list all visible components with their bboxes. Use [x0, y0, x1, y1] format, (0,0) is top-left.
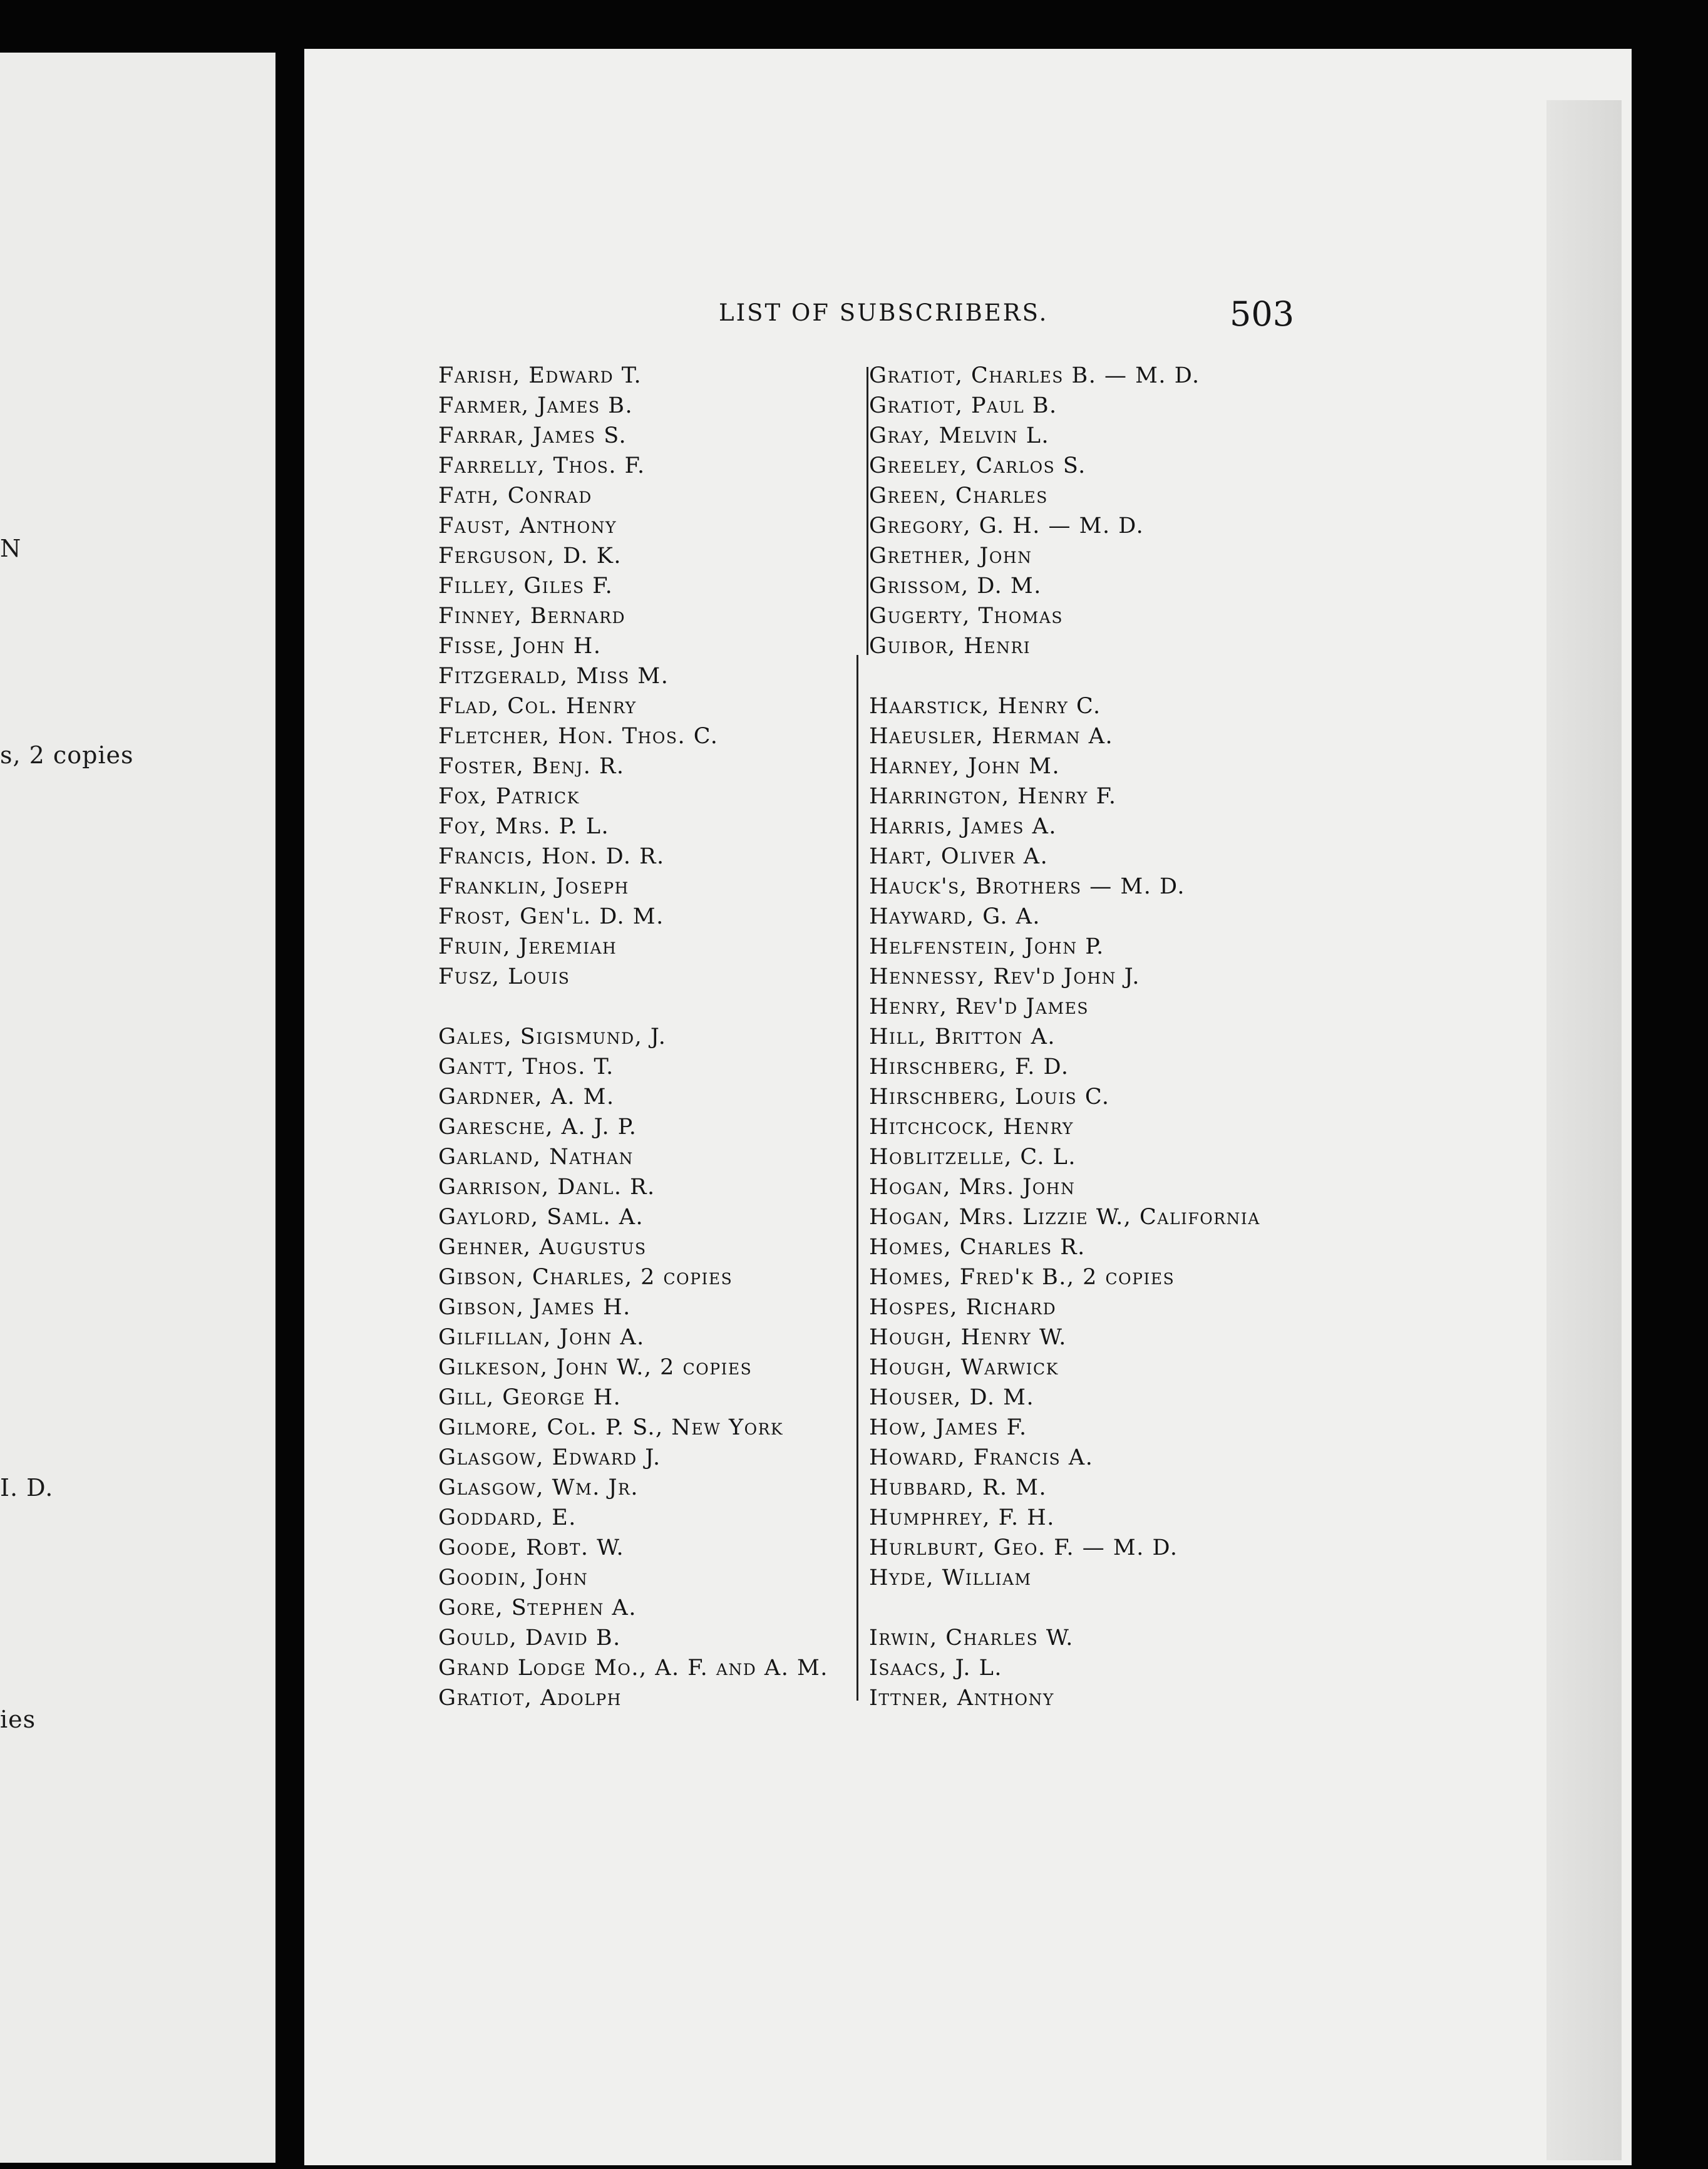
subscriber-entry: Gratiot, Charles B. — M. D. — [869, 363, 1200, 388]
subscriber-entry: Gibson, James H. — [438, 1295, 631, 1320]
subscriber-column-right — [869, 361, 1260, 1713]
subscriber-entry: Hirschberg, Louis C. — [869, 1084, 1110, 1110]
subscriber-entry: How, James F. — [869, 1415, 1027, 1440]
page-number: 503 — [1230, 294, 1295, 334]
subscriber-entry: Grissom, D. M. — [869, 574, 1042, 599]
left-page — [0, 53, 275, 2163]
subscriber-entry: Gilkeson, John W., 2 copies — [438, 1355, 753, 1380]
subscriber-entry: Goddard, E. — [438, 1505, 577, 1530]
column-rule — [857, 655, 858, 1701]
subscriber-entry: Finney, Bernard — [438, 604, 626, 629]
subscriber-entry: Haarstick, Henry C. — [869, 694, 1101, 719]
subscriber-entry: Gill, George H. — [438, 1385, 622, 1410]
subscriber-entry: Homes, Fred'k B., 2 copies — [869, 1265, 1175, 1290]
subscriber-entry: Hough, Henry W. — [869, 1325, 1067, 1350]
subscriber-entry: Hart, Oliver A. — [869, 844, 1049, 869]
subscriber-entry: Hogan, Mrs. John — [869, 1175, 1076, 1200]
subscriber-entry: Filley, Giles F. — [438, 574, 614, 599]
subscriber-entry: Hennessy, Rev'd John J. — [869, 964, 1141, 989]
subscriber-entry: Foy, Mrs. P. L. — [438, 814, 610, 839]
subscriber-entry: Hill, Britton A. — [869, 1024, 1056, 1049]
subscriber-entry: Foster, Benj. R. — [438, 754, 625, 779]
subscriber-entry: Gregory, G. H. — M. D. — [869, 513, 1145, 538]
subscriber-entry: Humphrey, F. H. — [869, 1505, 1055, 1530]
left-page-fragment: N — [0, 535, 22, 562]
subscriber-entry: Francis, Hon. D. R. — [438, 844, 665, 869]
subscriber-column-left — [438, 361, 828, 1713]
left-page-fragment: s, 2 copies — [0, 741, 134, 769]
subscriber-entry: Gratiot, Paul B. — [869, 393, 1057, 418]
subscriber-entry: Fruin, Jeremiah — [438, 934, 617, 959]
subscriber-entry: Fox, Patrick — [438, 784, 580, 809]
subscriber-entry: Ittner, Anthony — [869, 1686, 1054, 1711]
subscriber-entry: Gould, David B. — [438, 1625, 621, 1651]
subscriber-entry: Gehner, Augustus — [438, 1235, 647, 1260]
left-page-fragment: I. D. — [0, 1474, 54, 1502]
subscriber-entry: Gilmore, Col. P. S., New York — [438, 1415, 784, 1440]
subscriber-entry: Isaacs, J. L. — [869, 1656, 1002, 1681]
subscriber-entry: Goodin, John — [438, 1565, 589, 1590]
subscriber-entry: Farrar, James S. — [438, 423, 627, 448]
subscriber-entry: Gore, Stephen A. — [438, 1595, 637, 1620]
subscriber-entry: Hyde, William — [869, 1565, 1032, 1590]
column-rule — [867, 367, 868, 655]
subscriber-entry: Gilfillan, John A. — [438, 1325, 645, 1350]
subscriber-entry: Fletcher, Hon. Thos. C. — [438, 724, 719, 749]
subscriber-entry: Farish, Edward T. — [438, 363, 642, 388]
subscriber-entry: Harrington, Henry F. — [869, 784, 1117, 809]
subscriber-entry: Hayward, G. A. — [869, 904, 1041, 929]
subscriber-entry: Glasgow, Edward J. — [438, 1445, 661, 1470]
subscriber-entry: Flad, Col. Henry — [438, 694, 637, 719]
subscriber-entry: Hitchcock, Henry — [869, 1115, 1074, 1140]
subscriber-entry: Hough, Warwick — [869, 1355, 1059, 1380]
subscriber-entry: Hogan, Mrs. Lizzie W., California — [869, 1205, 1260, 1230]
subscriber-entry: Houser, D. M. — [869, 1385, 1035, 1410]
subscriber-entry: Green, Charles — [869, 483, 1048, 508]
subscriber-entry: Henry, Rev'd James — [869, 994, 1089, 1019]
subscriber-entry: Garesche, A. J. P. — [438, 1115, 637, 1140]
subscriber-entry: Farmer, James B. — [438, 393, 634, 418]
subscriber-entry: Hospes, Richard — [869, 1295, 1057, 1320]
subscriber-entry: Garrison, Danl. R. — [438, 1175, 656, 1200]
subscriber-entry: Gantt, Thos. T. — [438, 1054, 614, 1079]
subscriber-entry: Homes, Charles R. — [869, 1235, 1086, 1260]
subscriber-entry: Frost, Gen'l. D. M. — [438, 904, 664, 929]
subscriber-entry: Gaylord, Saml. A. — [438, 1205, 644, 1230]
subscriber-entry: Farrelly, Thos. F. — [438, 453, 646, 478]
subscriber-entry: Fusz, Louis — [438, 964, 570, 989]
subscriber-entry: Harris, James A. — [869, 814, 1057, 839]
subscriber-entry: Howard, Francis A. — [869, 1445, 1094, 1470]
left-page-fragment: ies — [0, 1706, 36, 1733]
subscriber-entry: Guibor, Henri — [869, 634, 1031, 659]
subscriber-entry: Gibson, Charles, 2 copies — [438, 1265, 733, 1290]
subscriber-entry: Grether, John — [869, 544, 1032, 569]
subscriber-entry: Hirschberg, F. D. — [869, 1054, 1069, 1079]
subscriber-entry: Helfenstein, John P. — [869, 934, 1104, 959]
subscriber-entry: Fath, Conrad — [438, 483, 592, 508]
subscriber-entry: Goode, Robt. W. — [438, 1535, 625, 1560]
section-gap — [869, 1593, 1260, 1623]
subscriber-entry: Harney, John M. — [869, 754, 1061, 779]
subscriber-entry: Faust, Anthony — [438, 513, 617, 538]
subscriber-entry: Franklin, Joseph — [438, 874, 629, 899]
section-gap — [869, 661, 1260, 691]
subscriber-entry: Gales, Sigismund, J. — [438, 1024, 667, 1049]
subscriber-entry: Gratiot, Adolph — [438, 1686, 622, 1711]
subscriber-entry: Greeley, Carlos S. — [869, 453, 1086, 478]
page-edge-shadow — [1546, 100, 1622, 2160]
subscriber-entry: Fitzgerald, Miss M. — [438, 664, 669, 689]
subscriber-entry: Gugerty, Thomas — [869, 604, 1063, 629]
subscriber-entry: Hubbard, R. M. — [869, 1475, 1047, 1500]
subscriber-entry: Grand Lodge Mo., A. F. and A. M. — [438, 1656, 828, 1681]
subscriber-entry: Hauck's, Brothers — M. D. — [869, 874, 1185, 899]
subscriber-entry: Garland, Nathan — [438, 1145, 634, 1170]
page-header-title: LIST OF SUBSCRIBERS. — [719, 299, 1049, 326]
subscriber-entry: Gardner, A. M. — [438, 1084, 615, 1110]
subscriber-entry: Gray, Melvin L. — [869, 423, 1050, 448]
subscriber-entry: Irwin, Charles W. — [869, 1625, 1074, 1651]
subscriber-entry: Ferguson, D. K. — [438, 544, 622, 569]
subscriber-entry: Haeusler, Herman A. — [869, 724, 1114, 749]
section-gap — [438, 992, 828, 1022]
subscriber-entry: Hoblitzelle, C. L. — [869, 1145, 1077, 1170]
subscriber-entry: Glasgow, Wm. Jr. — [438, 1475, 639, 1500]
subscriber-entry: Hurlburt, Geo. F. — M. D. — [869, 1535, 1178, 1560]
subscriber-entry: Fisse, John H. — [438, 634, 602, 659]
